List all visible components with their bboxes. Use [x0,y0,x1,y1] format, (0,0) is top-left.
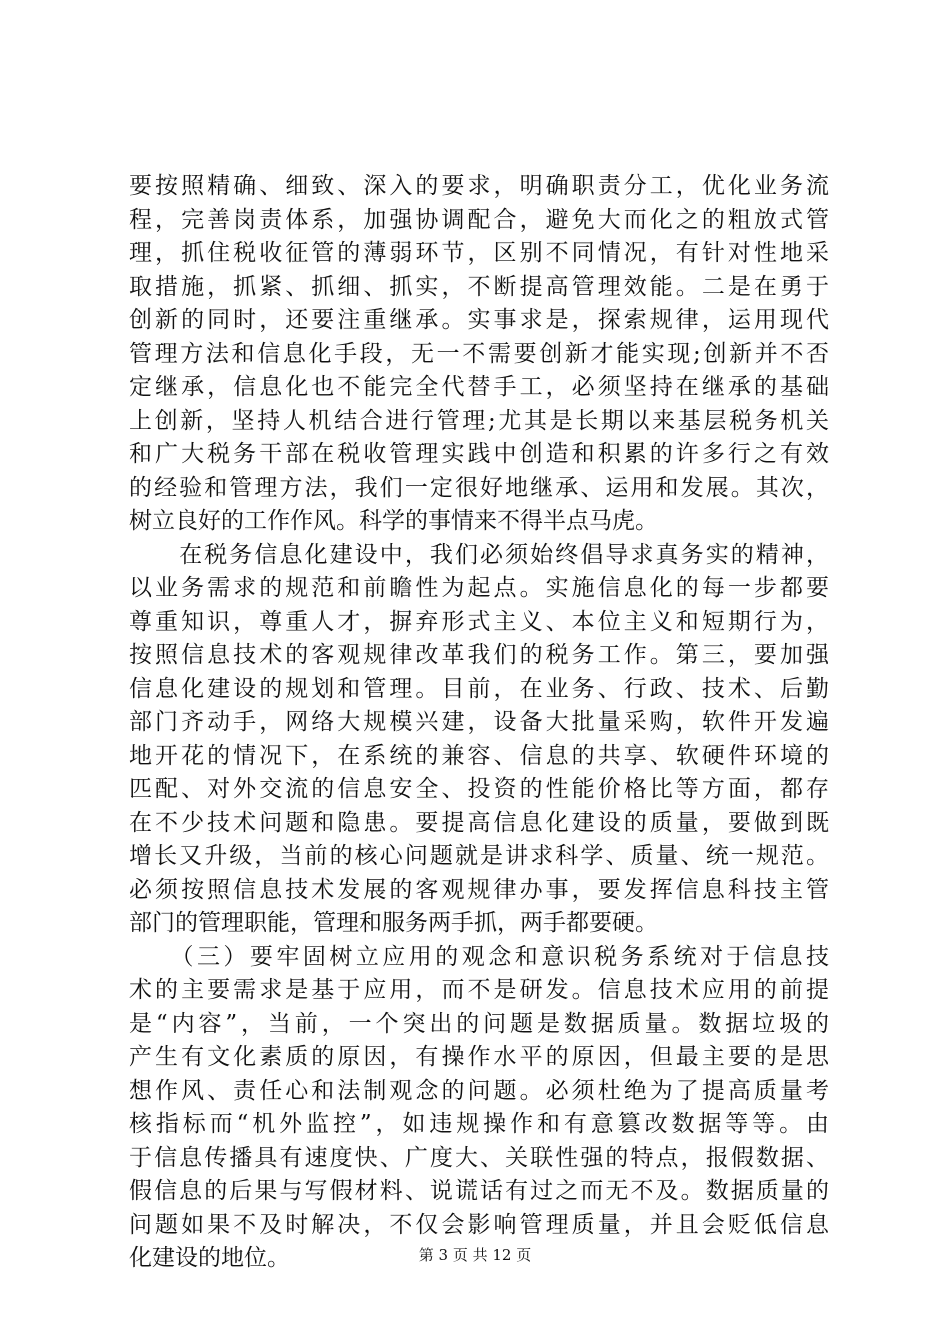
text-line: 是“内容”，当前，一个突出的问题是数据质量。数据垃圾的 [129,1010,829,1037]
text-line: 信息化建设的规划和管理。目前，在业务、行政、技术、后勤 [129,675,829,702]
text-line: 增长又升级，当前的核心问题就是讲求科学、质量、统一规范。 [129,843,829,869]
text-line: 想作风、责任心和法制观念的问题。必须杜绝为了提高质量考 [129,1077,829,1104]
body-text [129,170,829,1276]
text-line: 创新的同时，还要注重继承。实事求是，探索规律，运用现代 [129,307,829,333]
paragraph-start-line: 在税务信息化建设中，我们必须始终倡导求真务实的精神， [129,541,829,568]
text-line: 核指标而“机外监控”，如违规操作和有意篡改数据等等。由 [129,1111,829,1137]
text-line: 匹配、对外交流的信息安全、投资的性能价格比等方面，都存 [129,776,829,802]
page-number-footer: 第 3 页 共 12 页 [418,1246,532,1264]
text-line: 和广大税务干部在税收管理实践中创造和积累的许多行之有效 [129,441,829,467]
paragraph-end-line: 部门的管理职能，管理和服务两手抓，两手都要硬。 [129,910,658,936]
text-line: 问题如果不及时解决，不仅会影响管理质量，并且会贬低信息 [129,1211,829,1238]
text-line: 程，完善岗责体系，加强协调配合，避免大而化之的粗放式管 [129,206,829,233]
text-line: 定继承，信息化也不能完全代替手工，必须坚持在继承的基础 [129,374,829,400]
text-line: 理，抓住税收征管的薄弱环节，区别不同情况，有针对性地采 [129,240,829,266]
text-line: 的经验和管理方法，我们一定很好地继承、运用和发展。其次， [129,474,829,501]
text-line: 取措施，抓紧、抓细、抓实，不断提高管理效能。二是在勇于 [129,273,829,300]
text-line: 必须按照信息技术发展的客观规律办事，要发挥信息科技主管 [129,876,829,903]
text-line: 于信息传播具有速度快、广度大、关联性强的特点，报假数据、 [129,1144,829,1171]
paragraph-end-line: 化建设的地位。 [129,1245,290,1271]
text-line: 以业务需求的规范和前瞻性为起点。实施信息化的每一步都要 [129,575,829,601]
text-line: 部门齐动手，网络大规模兴建，设备大批量采购，软件开发遍 [129,709,829,735]
text-line: 地开花的情况下，在系统的兼容、信息的共享、软硬件环境的 [129,742,829,769]
text-line: 上创新，坚持人机结合进行管理;尤其是长期以来基层税务机关 [129,407,829,434]
text-line: 要按照精确、细致、深入的要求，明确职责分工，优化业务流 [129,173,829,199]
text-line: 按照信息技术的客观规律改革我们的税务工作。第三，要加强 [129,642,829,668]
text-line: 管理方法和信息化手段，无一不需要创新才能实现;创新并不否 [129,340,829,367]
paragraph-end-line: 树立良好的工作作风。科学的事情来不得半点马虎。 [129,508,658,534]
text-line: 尊重知识，尊重人才，摒弃形式主义、本位主义和短期行为， [129,608,829,635]
text-line: 产生有文化素质的原因，有操作水平的原因，但最主要的是思 [129,1044,829,1070]
text-line: 术的主要需求是基于应用，而不是研发。信息技术应用的前提 [129,977,829,1003]
paragraph-start-line: （三）要牢固树立应用的观念和意识税务系统对于信息技 [129,943,829,970]
text-line: 假信息的后果与写假材料、说谎话有过之而无不及。数据质量的 [129,1178,829,1204]
text-line: 在不少技术问题和隐患。要提高信息化建设的质量，要做到既 [129,809,829,836]
